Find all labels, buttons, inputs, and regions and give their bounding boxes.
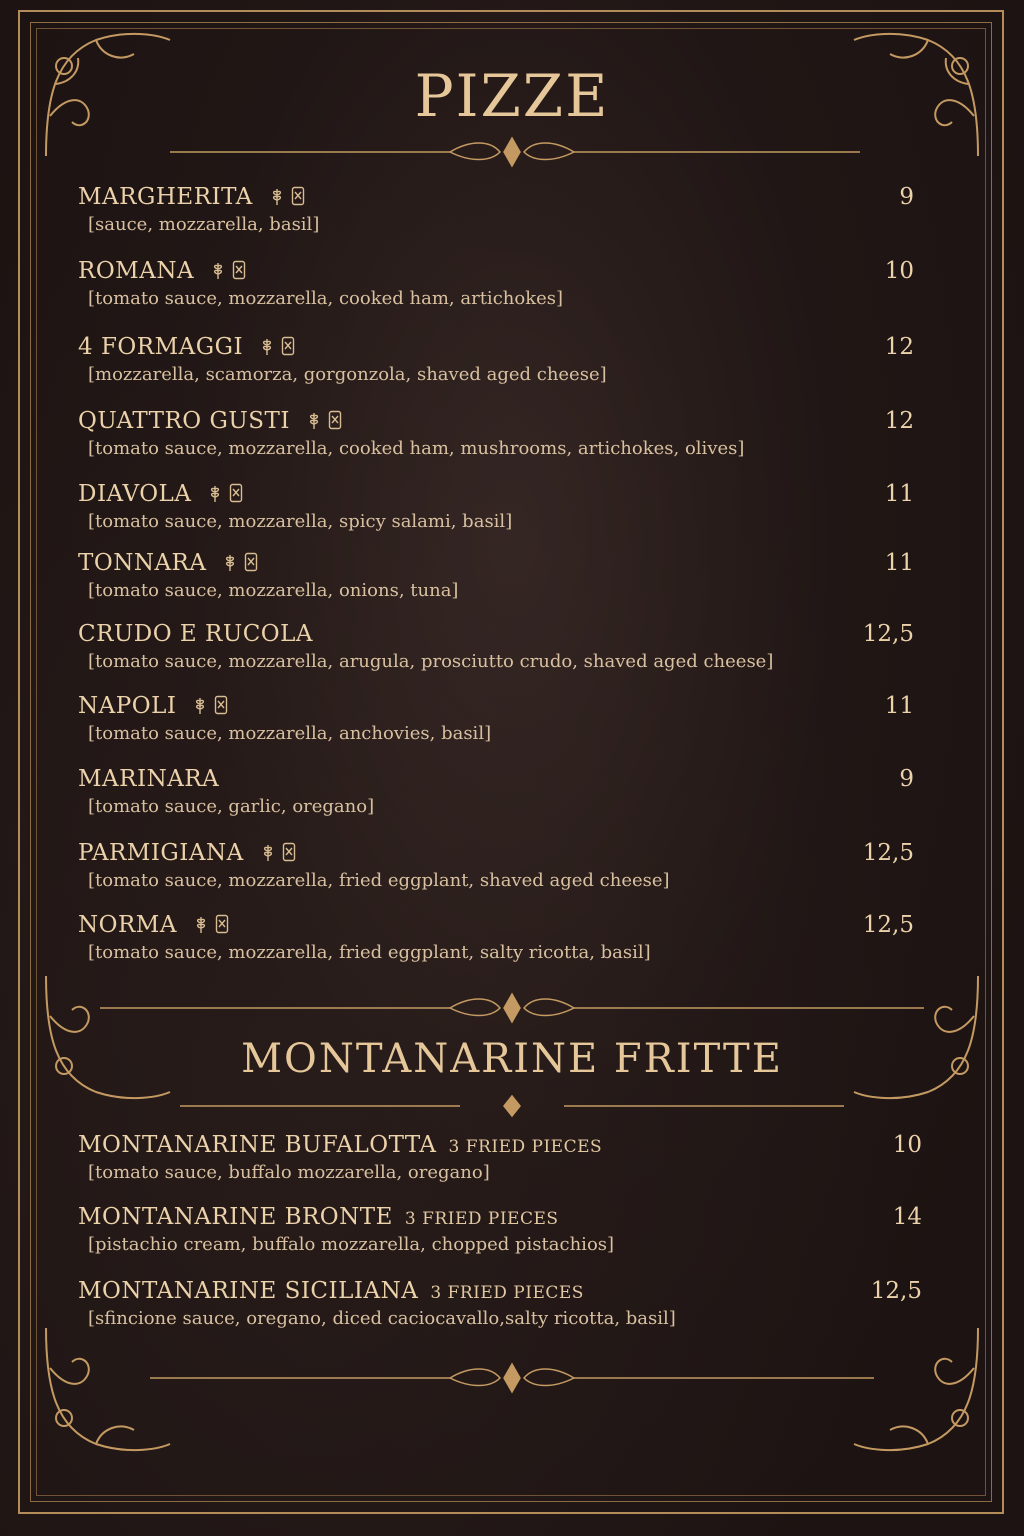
dietary-icons (191, 914, 233, 940)
item-description: [sfincione sauce, oregano, diced caciocavallo,salty ricotta, basil] (88, 1308, 676, 1329)
menu-item (78, 184, 938, 244)
item-description: [tomato sauce, garlic, oregano] (88, 796, 375, 817)
item-price: 11 (884, 481, 914, 507)
item-description: [mozzarella, scamorza, gorgonzola, shaved aged cheese] (88, 364, 607, 385)
item-price: 14 (892, 1204, 922, 1230)
menu-item (78, 1132, 938, 1192)
item-description: [tomato sauce, buffalo mozzarella, oregano] (88, 1162, 490, 1183)
item-price: 12,5 (862, 912, 914, 938)
menu-item (78, 1278, 938, 1338)
menu-item (78, 1204, 938, 1264)
item-price: 10 (884, 258, 914, 284)
gluten-free-icon (214, 695, 228, 715)
item-name: TONNARA (78, 550, 262, 578)
menu-item (78, 693, 938, 753)
item-name: ROMANA (78, 258, 250, 286)
dietary-icons (267, 186, 309, 212)
menu-item (78, 258, 938, 318)
item-description: [tomato sauce, mozzarella, arugula, prosciutto crudo, shaved aged cheese] (88, 651, 774, 672)
item-price: 9 (899, 184, 914, 210)
divider-ornament (0, 1358, 1024, 1398)
dietary-icons (190, 695, 232, 721)
gluten-free-icon (328, 410, 342, 430)
menu-item (78, 621, 938, 681)
menu-item (78, 334, 938, 394)
item-name: 4 FORMAGGI (78, 334, 299, 362)
item-price: 12,5 (862, 621, 914, 647)
inner-frame-line (36, 28, 986, 1496)
item-description: [sauce, mozzarella, basil] (88, 214, 320, 235)
item-description: [tomato sauce, mozzarella, spicy salami, basil] (88, 511, 513, 532)
gluten-free-icon (244, 552, 258, 572)
dietary-icons (220, 552, 262, 578)
item-note: 3 FRIED PIECES (448, 1137, 603, 1157)
dietary-icons (208, 260, 250, 286)
item-name: CRUDO E RUCOLA (78, 621, 314, 647)
gluten-free-icon (232, 260, 246, 280)
divider-ornament (0, 132, 1024, 172)
gluten-free-icon (282, 842, 296, 862)
item-name: MONTANARINE BUFALOTTA 3 FRIED PIECES (78, 1132, 603, 1158)
wheat-icon (205, 483, 225, 503)
divider-ornament (0, 1088, 1024, 1128)
item-note: 3 FRIED PIECES (404, 1209, 559, 1229)
wheat-icon (258, 842, 278, 862)
item-price: 12 (884, 334, 914, 360)
item-note: 3 FRIED PIECES (430, 1283, 584, 1303)
dietary-icons (205, 483, 247, 509)
wheat-icon (304, 410, 324, 430)
dietary-icons (257, 336, 299, 362)
menu-item (78, 481, 938, 541)
section-title-pizze: PIZZE (414, 62, 610, 130)
item-name: NAPOLI (78, 693, 232, 721)
gluten-free-icon (215, 914, 229, 934)
wheat-icon (220, 552, 240, 572)
menu-item (78, 912, 938, 972)
dietary-icons (304, 410, 346, 436)
item-price: 11 (884, 693, 914, 719)
menu-item (78, 840, 938, 900)
wheat-icon (267, 186, 287, 206)
wheat-icon (257, 336, 277, 356)
menu-item (78, 550, 938, 610)
item-name: MONTANARINE SICILIANA 3 FRIED PIECES (78, 1278, 584, 1304)
item-name: NORMA (78, 912, 233, 940)
item-price: 11 (884, 550, 914, 576)
item-description: [tomato sauce, mozzarella, cooked ham, mushrooms, artichokes, olives] (88, 438, 745, 459)
item-name: MONTANARINE BRONTE 3 FRIED PIECES (78, 1204, 559, 1230)
gluten-free-icon (291, 186, 305, 206)
menu-item (78, 408, 938, 468)
menu-item (78, 766, 938, 826)
item-price: 12,5 (862, 840, 914, 866)
item-description: [tomato sauce, mozzarella, anchovies, basil] (88, 723, 492, 744)
item-name: DIAVOLA (78, 481, 247, 509)
item-name: MARGHERITA (78, 184, 309, 212)
item-name: MARINARA (78, 766, 220, 792)
wheat-icon (208, 260, 228, 280)
dietary-icons (258, 842, 300, 868)
item-name: QUATTRO GUSTI (78, 408, 346, 436)
item-description: [tomato sauce, mozzarella, cooked ham, artichokes] (88, 288, 564, 309)
item-description: [pistachio cream, buffalo mozzarella, chopped pistachios] (88, 1234, 615, 1255)
wheat-icon (190, 695, 210, 715)
item-price: 12,5 (870, 1278, 922, 1304)
item-price: 12 (884, 408, 914, 434)
gluten-free-icon (229, 483, 243, 503)
item-name: PARMIGIANA (78, 840, 300, 868)
item-description: [tomato sauce, mozzarella, fried eggplant, shaved aged cheese] (88, 870, 670, 891)
item-price: 10 (892, 1132, 922, 1158)
item-price: 9 (899, 766, 914, 792)
item-description: [tomato sauce, mozzarella, onions, tuna] (88, 580, 459, 601)
gluten-free-icon (281, 336, 295, 356)
wheat-icon (191, 914, 211, 934)
section-title-montanarine: MONTANARINE FRITTE (241, 1036, 783, 1082)
item-description: [tomato sauce, mozzarella, fried eggplant, salty ricotta, basil] (88, 942, 651, 963)
divider-ornament (0, 990, 1024, 1030)
